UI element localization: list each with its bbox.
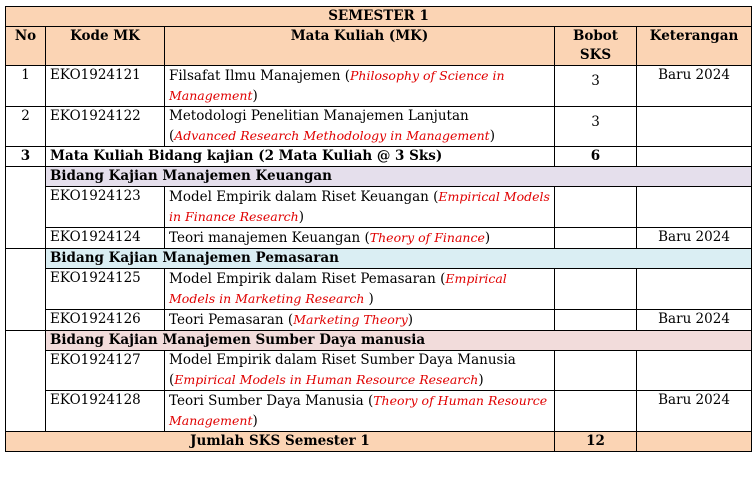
row-keterangan: Baru 2024 xyxy=(637,228,752,249)
row-kode: EKO1924123 xyxy=(46,187,165,228)
row-sks xyxy=(555,351,637,391)
row-mata-kuliah: Teori Sumber Daya Manusia (Theory of Human Resource Management) xyxy=(165,391,555,432)
total-label: Jumlah SKS Semester 1 xyxy=(6,432,555,452)
course-name: Teori Pemasaran xyxy=(169,312,284,328)
row-mata-kuliah: Filsafat Ilmu Manajemen (Philosophy of Science in Management) xyxy=(165,66,555,107)
header-row xyxy=(6,27,752,66)
row-sks: 3 xyxy=(555,66,637,107)
header-bobot-line1: Bobot xyxy=(572,28,619,44)
row-keterangan: Baru 2024 xyxy=(637,310,752,331)
row-keterangan xyxy=(637,187,752,228)
course-name: Model Empirik dalam Riset Sumber Daya Manusia xyxy=(169,352,516,368)
header-keterangan: Keterangan xyxy=(637,27,752,66)
semester-table xyxy=(5,6,752,452)
course-name: Teori manajemen Keuangan xyxy=(169,230,361,246)
table-row xyxy=(6,66,752,107)
kajian-title-row xyxy=(6,331,752,351)
semester-title-row xyxy=(6,7,752,27)
row-keterangan xyxy=(637,269,752,310)
course-name: Model Empirik dalam Riset Pemasaran xyxy=(169,271,436,287)
row-no: 1 xyxy=(6,66,46,107)
course-english: Theory of Finance xyxy=(369,230,485,245)
row-sks xyxy=(555,310,637,331)
header-kode: Kode MK xyxy=(46,27,165,66)
header-bobot-line2: SKS xyxy=(579,47,612,63)
row-kode: EKO1924126 xyxy=(46,310,165,331)
course-name: Filsafat Ilmu Manajemen xyxy=(169,68,341,84)
row-sks: 3 xyxy=(555,107,637,147)
course-english: Empirical Models in Marketing Research xyxy=(169,271,507,306)
row-kode: EKO1924124 xyxy=(46,228,165,249)
kajian-title: Bidang Kajian Manajemen Sumber Daya manusia xyxy=(46,331,752,351)
row-sks xyxy=(555,269,637,310)
bidang-row xyxy=(6,147,752,167)
table-row xyxy=(6,391,752,432)
header-mata-kuliah: Mata Kuliah (MK) xyxy=(165,27,555,66)
course-name: Model Empirik dalam Riset Keuangan xyxy=(169,189,429,205)
kajian-title: Bidang Kajian Manajemen Pemasaran xyxy=(46,249,752,269)
course-english: Theory of Human Resource Management xyxy=(169,393,548,428)
bidang-label: Mata Kuliah Bidang kajian (2 Mata Kuliah @ 3 Sks) xyxy=(46,147,555,167)
row-mata-kuliah: Teori manajemen Keuangan (Theory of Finance) xyxy=(165,228,555,249)
row-kode: EKO1924127 xyxy=(46,351,165,391)
table-row xyxy=(6,107,752,147)
row-mata-kuliah: Model Empirik dalam Riset Keuangan (Empirical Models in Finance Research) xyxy=(165,187,555,228)
row-keterangan: Baru 2024 xyxy=(637,391,752,432)
table-row xyxy=(6,310,752,331)
row-keterangan: Baru 2024 xyxy=(637,66,752,107)
row-kode: EKO1924125 xyxy=(46,269,165,310)
course-name: Metodologi Penelitian Manajemen Lanjutan xyxy=(169,108,469,124)
kajian-no-empty xyxy=(6,167,46,249)
row-sks xyxy=(555,187,637,228)
table-row xyxy=(6,351,752,391)
row-keterangan xyxy=(637,107,752,147)
table-row xyxy=(6,187,752,228)
row-sks xyxy=(555,228,637,249)
row-mata-kuliah: Model Empirik dalam Riset Sumber Daya Manusia (Empirical Models in Human Resource Research) xyxy=(165,351,555,391)
bidang-no: 3 xyxy=(6,147,46,167)
course-english: Marketing Theory xyxy=(293,312,408,327)
total-sks: 12 xyxy=(555,432,637,452)
kajian-title-row xyxy=(6,249,752,269)
row-no: 2 xyxy=(6,107,46,147)
row-sks xyxy=(555,391,637,432)
course-english: Advanced Research Methodology in Management xyxy=(174,128,490,143)
kajian-title-row xyxy=(6,167,752,187)
row-mata-kuliah: Model Empirik dalam Riset Pemasaran (Empirical Models in Marketing Research ) xyxy=(165,269,555,310)
bidang-keterangan xyxy=(637,147,752,167)
total-keterangan xyxy=(637,432,752,452)
course-english: Empirical Models in Human Resource Research xyxy=(174,372,479,387)
kajian-no-empty xyxy=(6,249,46,331)
row-kode: EKO1924121 xyxy=(46,66,165,107)
row-kode: EKO1924128 xyxy=(46,391,165,432)
table-row xyxy=(6,228,752,249)
row-mata-kuliah: Teori Pemasaran (Marketing Theory) xyxy=(165,310,555,331)
course-english: Philosophy of Science in Management xyxy=(169,68,505,103)
semester-title: SEMESTER 1 xyxy=(6,7,752,27)
course-english: Empirical Models in Finance Research xyxy=(169,189,550,224)
row-mata-kuliah: Metodologi Penelitian Manajemen Lanjutan (Advanced Research Methodology in Management) xyxy=(165,107,555,147)
kajian-title: Bidang Kajian Manajemen Keuangan xyxy=(46,167,752,187)
bidang-sks: 6 xyxy=(555,147,637,167)
row-kode: EKO1924122 xyxy=(46,107,165,147)
total-row xyxy=(6,432,752,452)
kajian-no-empty xyxy=(6,331,46,432)
course-name: Teori Sumber Daya Manusia xyxy=(169,393,364,409)
table-row xyxy=(6,269,752,310)
header-bobot xyxy=(555,27,637,66)
header-no: No xyxy=(6,27,46,66)
row-keterangan xyxy=(637,351,752,391)
